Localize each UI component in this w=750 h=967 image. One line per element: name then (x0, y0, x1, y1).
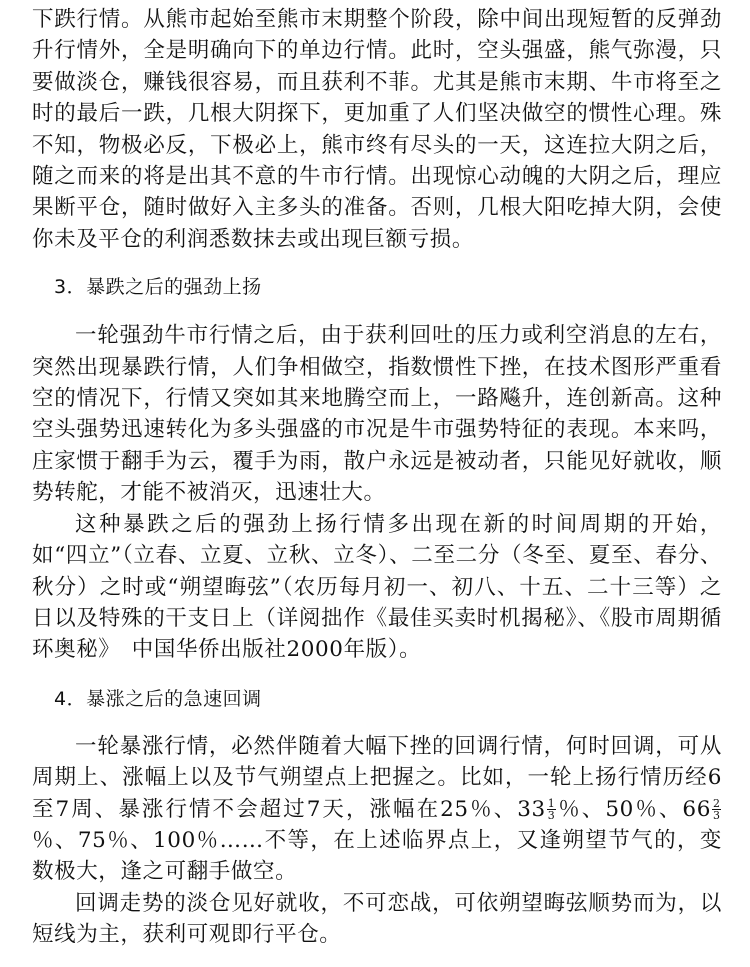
paragraph-rapid-pullback (32, 731, 722, 888)
paragraph-text-part-b: ％、50％、66 (556, 796, 711, 822)
document-page (32, 4, 722, 951)
paragraph-pullback-strategy: 回调走势的淡仓见好就收，不可恋战，可依朔望晦弦顺势而为，以短线为主，获利可观即行平仓。 (32, 890, 722, 948)
fraction-two-thirds (712, 798, 721, 821)
section-heading-3: 3．暴跌之后的强劲上扬 (54, 276, 262, 299)
paragraph-strong-rise-2: 这种暴跌之后的强劲上扬行情多出现在新的时间周期的开始，如“四立”（立春、立夏、立秋、立冬）、二至二分（冬至、夏至、春分、秋分）之时或“朔望晦弦”（农历每月初一、初八、十五、二十三等）之日以及特殊的干支日上（详阅拙作《最佳买卖时机揭秘》、《股市周期循环奥秘》 中国华侨出版社2000年版）。 (32, 511, 722, 663)
paragraph-strong-rise-1: 一轮强劲牛市行情之后，由于获利回吐的压力或利空消息的左右，突然出现暴跌行情，人们争相做空，指数惯性下挫，在技术图形严重看空的情况下，行情又突如其来地腾空而上，一路飚升，连创新高。这种空头强势迅速转化为多头强盛的市况是牛市强势特征的表现。本来吗，庄家惯于翻手为云，覆手为雨，散户永远是被动者，只能见好就收，顺势转舵，才能不被消灭，迅速壮大。 (32, 323, 722, 506)
paragraph-bear-market-end: 下跌行情。从熊市起始至熊市末期整个阶段，除中间出现短暂的反弹劲升行情外，全是明确向下的单边行情。此时，空头强盛，熊气弥漫，只要做淡仓，赚钱很容易，而且获利不菲。尤其是熊市末期、牛市将至之时的最后一跌，几根大阴探下，更加重了人们坚决做空的惯性心理。殊不知，物极必反，下极必上，熊市终有尽头的一天，这连拉大阴之后，随之而来的将是出其不意的牛市行情。出现惊心动魄的大阴之后，理应果断平仓，随时做好入主多头的准备。否则，几根大阳吃掉大阴，会使你未及平仓的利润悉数抹去或出现巨额亏损。 (32, 7, 722, 252)
section-heading-4: 4．暴涨之后的急速回调 (54, 687, 262, 710)
fraction-numerator: 2 (712, 797, 720, 811)
paragraph-text-part-a: 一轮暴涨行情，必然伴随着大幅下挫的回调行情，何时回调，可从周期上、涨幅上以及节气朔望点上把握之。比如，一轮上扬行情历经6至7周、暴涨行情不会超过7天，涨幅在25％、33 (32, 733, 722, 822)
fraction-one-third (547, 798, 556, 821)
fraction-denominator: 3 (547, 809, 555, 823)
fraction-numerator: 1 (547, 797, 555, 811)
paragraph-text-part-c: ％、75％、100％……不等，在上述临界点上，又逢朔望节气的，变数极大，逢之可翻手做空。 (32, 827, 722, 885)
fraction-denominator: 3 (712, 809, 720, 823)
